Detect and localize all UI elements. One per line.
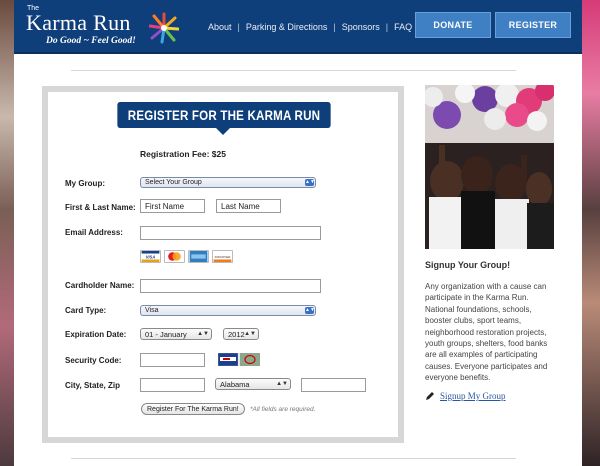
divider xyxy=(71,458,516,459)
name-label: First & Last Name: xyxy=(65,203,136,212)
registration-fee: Registration Fee: $25 xyxy=(140,149,226,159)
svg-text:VISA: VISA xyxy=(145,254,156,260)
banner-notch xyxy=(216,128,230,135)
svg-text:DISCOVER: DISCOVER xyxy=(214,254,231,259)
city-input[interactable] xyxy=(140,378,205,392)
security-code-label: Security Code: xyxy=(65,356,122,365)
registration-form-frame xyxy=(42,86,404,443)
group-select[interactable] xyxy=(140,177,316,188)
select-arrows-icon: ▲▼ xyxy=(305,179,315,185)
registration-form xyxy=(48,92,398,437)
security-code-card-icon xyxy=(218,353,260,366)
register-button[interactable]: REGISTER xyxy=(495,12,571,38)
people-burst-icon xyxy=(149,12,179,44)
group-label: My Group: xyxy=(65,179,105,188)
card-type-label: Card Type: xyxy=(65,306,107,315)
page-content xyxy=(14,54,582,466)
expiration-year-select[interactable] xyxy=(223,328,259,340)
nav-parking-directions[interactable]: Parking & Directions xyxy=(245,22,328,32)
logo-name: Karma Run xyxy=(26,10,131,35)
team-photo xyxy=(425,85,554,249)
state-select[interactable] xyxy=(215,378,291,390)
signup-my-group-link-row[interactable] xyxy=(425,391,506,401)
card-type-value: Visa xyxy=(145,307,159,314)
divider xyxy=(71,70,516,71)
amex-card-icon xyxy=(188,250,209,263)
donate-button[interactable]: DONATE xyxy=(415,12,491,38)
select-arrows-icon: ▲▼ xyxy=(305,307,315,313)
nav-separator: | xyxy=(385,22,389,32)
city-state-zip-label: City, State, Zip xyxy=(65,381,120,390)
expiration-year-value: 2012 xyxy=(228,329,245,339)
expiration-label: Expiration Date: xyxy=(65,330,127,339)
email-input[interactable] xyxy=(140,226,321,240)
visa-card-icon xyxy=(140,250,161,263)
main-nav xyxy=(202,20,418,34)
select-arrows-icon: ▲▼ xyxy=(244,331,256,337)
background-photo-left xyxy=(0,0,14,466)
mastercard-icon xyxy=(164,250,185,263)
select-arrows-icon: ▲▼ xyxy=(197,331,209,337)
zip-input[interactable] xyxy=(301,378,366,392)
submit-registration-button[interactable]: Register For The Karma Run! xyxy=(141,403,245,415)
discover-card-icon xyxy=(212,250,233,263)
required-note: *All fields are required. xyxy=(250,406,316,413)
cardholder-label: Cardholder Name: xyxy=(65,281,135,290)
first-name-input[interactable] xyxy=(140,199,205,213)
signup-my-group-link[interactable]: Signup My Group xyxy=(440,391,506,401)
cardholder-name-input[interactable] xyxy=(140,279,321,293)
security-code-input[interactable] xyxy=(140,353,205,367)
email-label: Email Address: xyxy=(65,228,123,237)
background-photo-right xyxy=(582,0,600,466)
expiration-month-select[interactable] xyxy=(140,328,212,340)
nav-sponsors[interactable]: Sponsors xyxy=(341,22,380,32)
signup-group-description: Any organization with a cause can participate in the Karma Run. National foundations, schools, booster clubs, sport teams, neighborhood restoration projects, youth groups, shelters, food banks are all examples of participating causes. Everyone participates and everyone benefits. xyxy=(425,282,548,383)
group-select-value: Select Your Group xyxy=(145,179,202,186)
form-title-banner: REGISTER FOR THE KARMA RUN xyxy=(117,102,330,128)
state-value: Alabama xyxy=(220,379,250,389)
logo-tagline: Do Good ~ Feel Good! xyxy=(46,36,136,46)
select-arrows-icon: ▲▼ xyxy=(276,381,288,387)
nav-separator: | xyxy=(333,22,336,32)
card-type-select[interactable] xyxy=(140,305,316,316)
pencil-icon xyxy=(425,391,435,401)
logo-the: The xyxy=(27,5,40,12)
last-name-input[interactable] xyxy=(216,199,281,213)
nav-separator: | xyxy=(237,22,240,32)
expiration-month-value: 01 - January xyxy=(145,329,187,339)
signup-group-title: Signup Your Group! xyxy=(425,260,511,270)
karma-run-logo[interactable] xyxy=(24,4,174,48)
nav-about[interactable]: About xyxy=(208,22,232,32)
site-header xyxy=(14,0,582,54)
nav-faq[interactable]: FAQ xyxy=(394,22,413,32)
